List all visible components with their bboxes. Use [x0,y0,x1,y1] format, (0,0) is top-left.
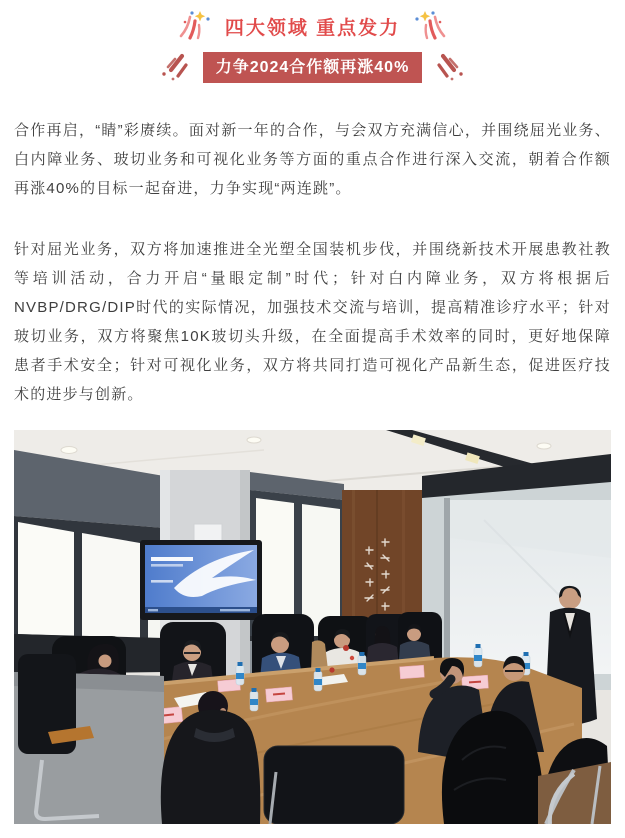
paragraph-cooperation: 合作再启，“睛”彩赓续。面对新一年的合作，与会双方充满信心，并围绕屈光业务、白内障业务、玻切业务和可视化业务等方面的重点合作进行深入交流，朝着合作额再涨40%的目标一起奋进，力争实现“两连跳”。 [14,122,611,197]
banner-row [0,50,625,84]
meeting-room-photo [14,430,611,824]
goal-banner: 力争2024合作额再涨40% [203,52,423,83]
page-title: 四大领域 重点发力 [224,17,401,39]
firework-icon [177,9,217,43]
title-row [0,8,625,44]
presentation-tv [140,540,262,620]
paragraph-business-plans: 针对屈光业务，双方将加速推进全光塑全国装机步伐，并围绕新技术开展患教社教等培训活动，合力开启“量眼定制”时代；针对白内障业务，双方将根据后NVBP/DRG/DIP时代的实际情况，加强技术交流与培训，提高精准诊疗水平；针对玻切业务，双方将聚焦10K玻切头升级，在全面提高手术效率的同时，更好地保障患者手术安全；针对可视化业务，双方将共同打造可视化产品新生态，促进医疗技术的进步与创新。 [14,241,611,403]
confetti-burst-icon [436,48,470,86]
firework-icon [408,9,448,43]
confetti-burst-icon [155,48,189,86]
floor-left [14,654,164,824]
bottom-margin [0,824,625,838]
conference-chairs-near [264,746,404,824]
article-header [0,0,625,84]
article-body [0,84,625,824]
